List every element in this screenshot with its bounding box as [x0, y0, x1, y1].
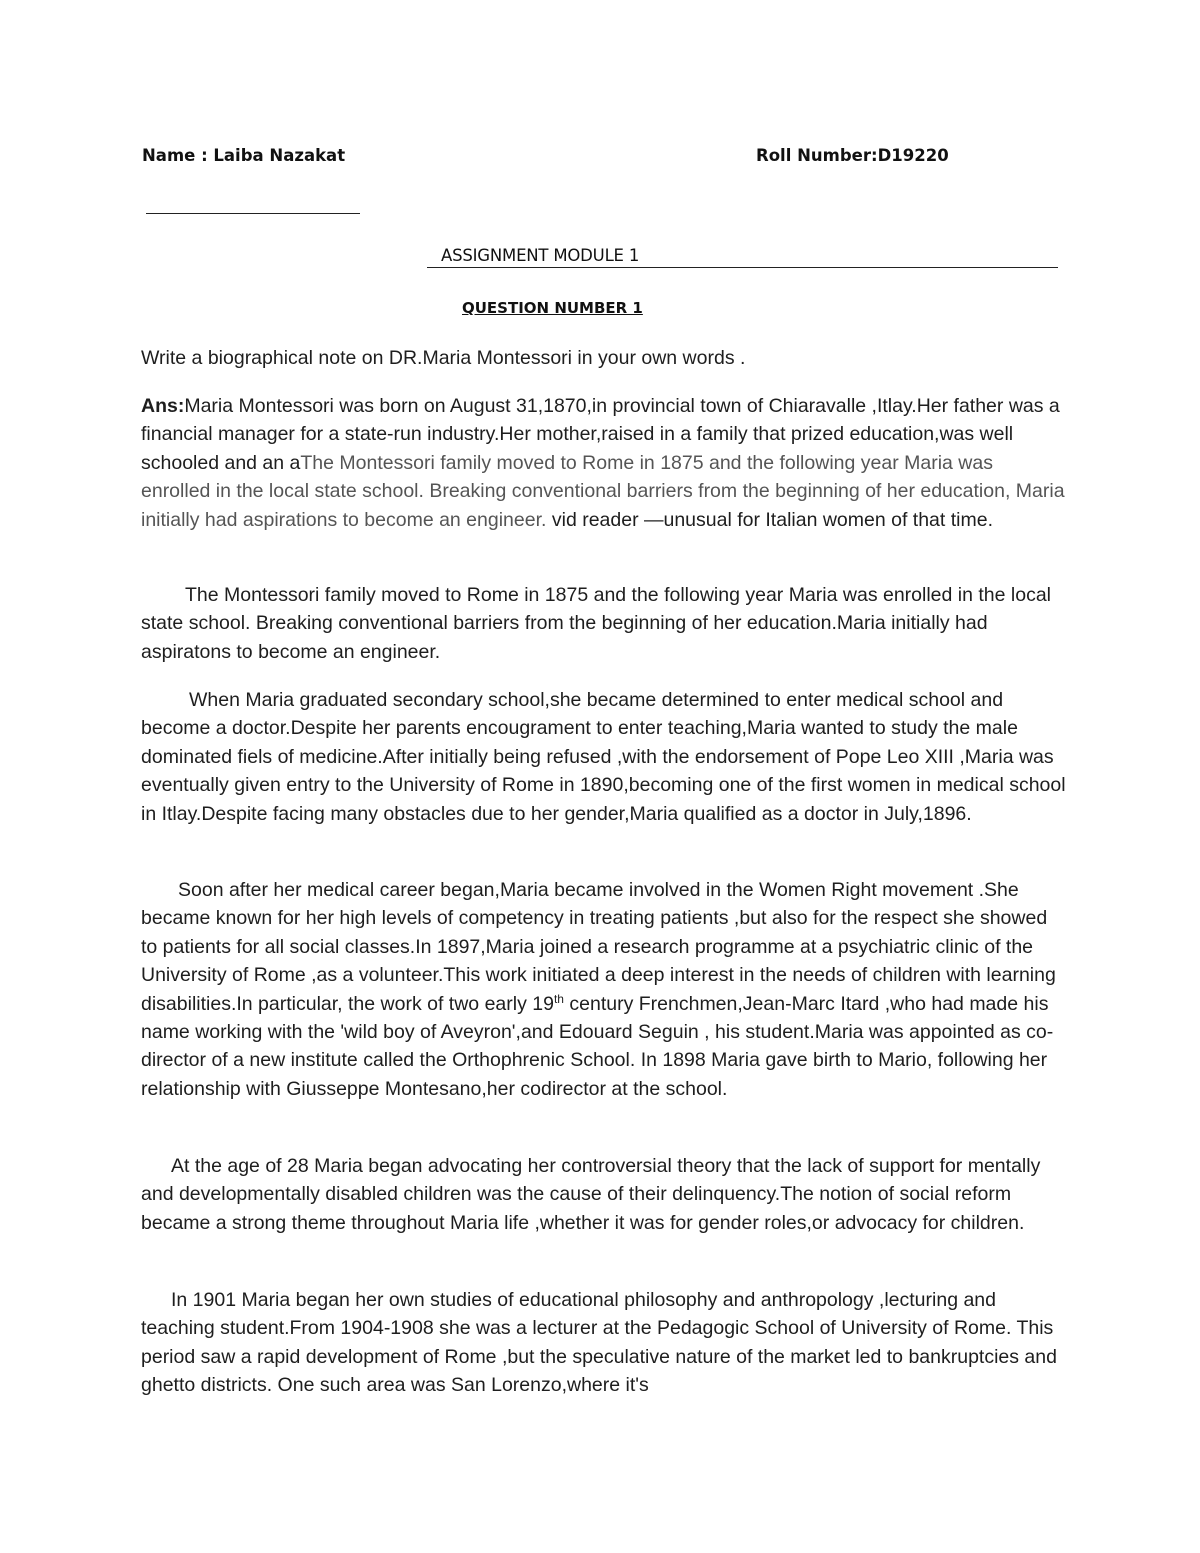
- student-name: Name : Laiba Nazakat: [142, 146, 346, 165]
- paragraph-social-reform: At the age of 28 Maria began advocating her controversial theory that the lack of support for mentally and developmentally disabled children was the cause of their delinquency.The notion of social reform became a strong theme throughout Maria life ,whether it was for gender roles,or advocacy for children.: [141, 1155, 1041, 1234]
- paragraph-medical-career-text: Soon after her medical career began,Maria became involved in the Women Right movement .She became known for her high levels of competency in treating patients ,but also for the respect she showed to patients for all social classes.In 1897,Maria joined a research programme at a psychiatric clinic of the University of Rome ,as a volunteer.This work initiated a deep interest in the needs of children with learning disabilities.In particular, the work of two early 19: [141, 879, 1056, 1015]
- paragraph-medical-career: [141, 876, 1066, 1103]
- roll-number: Roll Number:D19220: [756, 146, 949, 165]
- assignment-title: ASSIGNMENT MODULE 1: [441, 246, 640, 265]
- question-number: QUESTION NUMBER 1: [462, 299, 643, 317]
- title-underline: [427, 246, 1058, 268]
- question-prompt: Write a biographical note on DR.Maria Montessori in your own words .: [141, 347, 746, 369]
- answer-text-part3: vid reader —unusual for Italian women of that time.: [546, 508, 993, 531]
- answer-text-part1: Maria Montessori was born on August 31,1870,in provincial town of Chiaravalle ,Itlay.Her father was a financial manager for a state-run industry.Her mother,raised in a family that prized education,was well schooled and an a: [141, 395, 1060, 474]
- answer-label: Ans:: [141, 395, 185, 417]
- paragraph-1901-studies: In 1901 Maria began her own studies of educational philosophy and anthropology ,lecturing and teaching student.From 1904-1908 she was a lecturer at the Pedagogic School of University of Rome. This period saw a rapid development of Rome ,but the speculative nature of the market led to bankruptcies and ghetto districts. One such area was San Lorenzo,where it's: [141, 1289, 1057, 1397]
- paragraph-rome-move: The Montessori family moved to Rome in 1875 and the following year Maria was enrolled in the local state school. Breaking conventional barriers from the beginning of her education.Maria initially had aspiratons to become an engineer.: [141, 584, 1052, 663]
- paragraph-medical-career-text-cont: century Frenchmen,Jean-Marc Itard ,who had made his name working with the 'wild boy of Aveyron',and Edouard Seguin , his student.Maria was appointed as co-director of a new institute called the Orthophrenic School. In 1898 Maria gave birth to Mario, following her relationship with Giusseppe Montesano,her codirector at the school.: [141, 992, 1054, 1100]
- superscript-th: th: [553, 991, 564, 1006]
- answer-text-pasted: The Montessori family moved to Rome in 1875 and the following year Maria was enrolled in the local state school. Breaking conventional barriers from the beginning of her education, Maria initially had aspirations to become an engineer.: [141, 451, 1065, 531]
- answer-paragraph: [141, 392, 1066, 534]
- name-underline: [146, 213, 360, 214]
- paragraph-medical-school: When Maria graduated secondary school,she became determined to enter medical school and become a doctor.Despite her parents encougrament to enter teaching,Maria wanted to study the male dominated fiels of medicine.After initially being refused ,with the endorsement of Pope Leo XIII ,Maria was eventually given entry to the University of Rome in 1890,becoming one of the first women in medical school in Itlay.Despite facing many obstacles due to her gender,Maria qualified as a doctor in July,1896.: [141, 689, 1066, 825]
